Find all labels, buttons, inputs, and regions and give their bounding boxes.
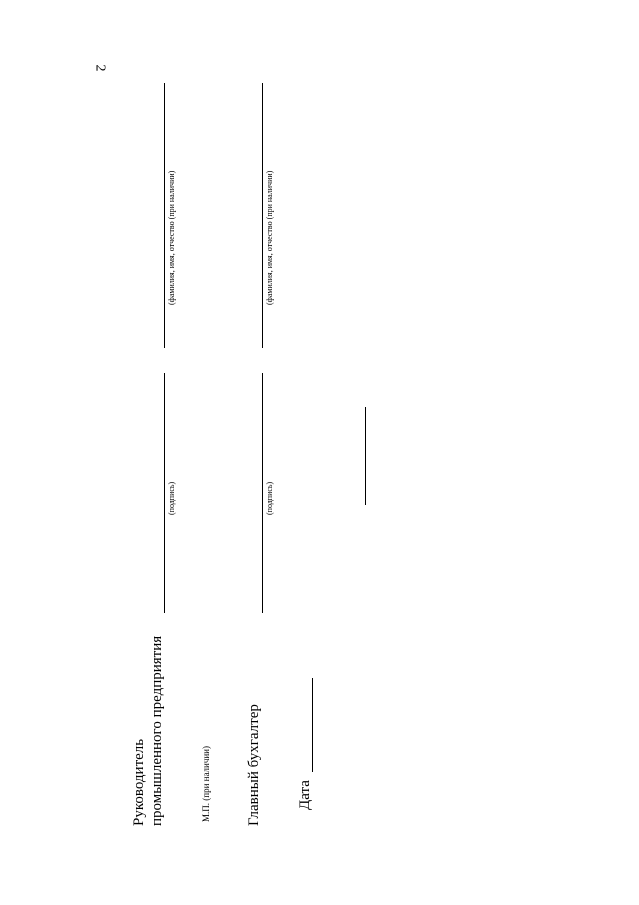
- accountant-signature-caption: (подпись): [265, 481, 274, 515]
- page-number: 2: [92, 64, 108, 72]
- accountant-name-line: [262, 83, 263, 348]
- accountant-title: Главный бухгалтер: [246, 704, 262, 826]
- date-line: [312, 678, 313, 772]
- date-label: Дата: [297, 780, 313, 810]
- head-signature-caption: (подпись): [167, 481, 176, 515]
- head-name-line: [164, 83, 165, 348]
- head-signature-line: [164, 373, 165, 613]
- extra-line: [365, 407, 366, 505]
- accountant-signature-line: [262, 373, 263, 613]
- head-title-line2: промышленного предприятия: [149, 635, 165, 826]
- head-title-line1: Руководитель: [131, 738, 147, 826]
- accountant-name-caption: (фамилия, имя, отчество (при наличии): [265, 170, 274, 305]
- seal-label: М.П. (при наличии): [201, 746, 211, 822]
- head-name-caption: (фамилия, имя, отчество (при наличии): [167, 170, 176, 305]
